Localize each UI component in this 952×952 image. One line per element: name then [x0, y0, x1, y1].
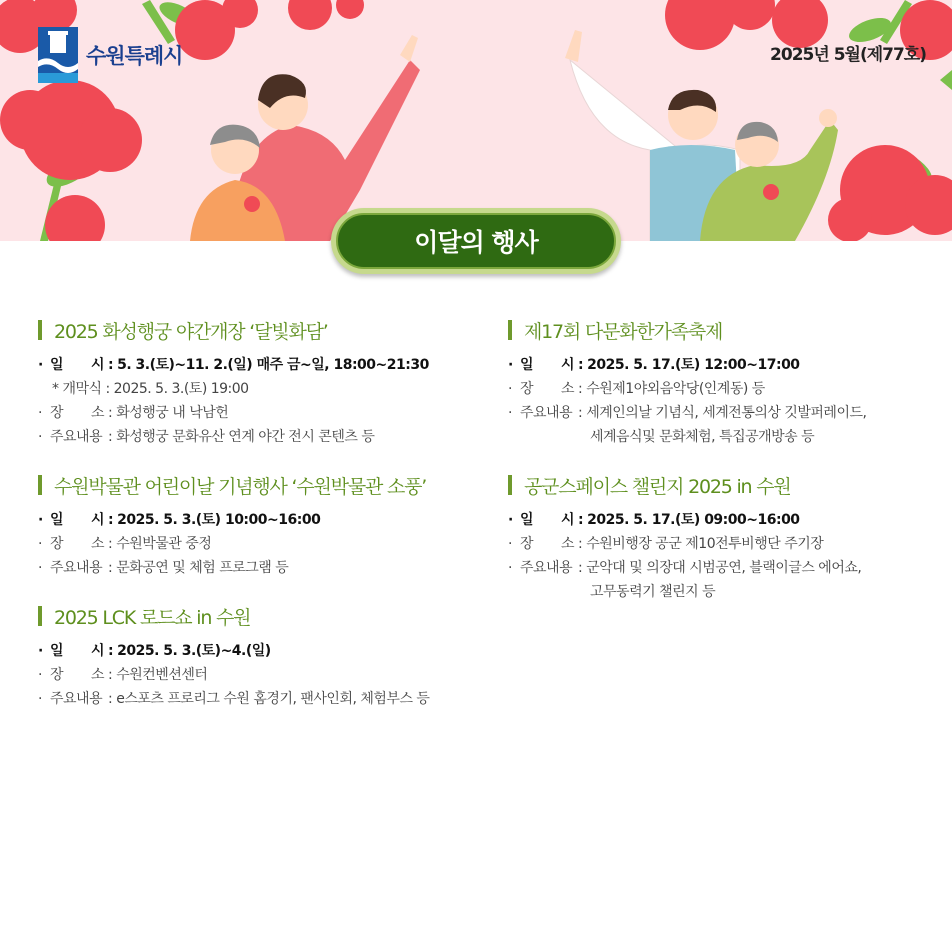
- event-title: 2025 LCK 로드쇼 in 수원: [54, 606, 251, 629]
- event-content: 화성행궁 문화유산 연계 야간 전시 콘텐츠 등: [116, 429, 375, 445]
- event-date-row: · 일 시 : 2025. 5. 17.(토) 12:00~17:00: [508, 353, 928, 377]
- heading-bar: [38, 475, 42, 495]
- event-place: 수원제1야외음악당(인계동) 등: [586, 381, 765, 397]
- event-content-continued: 세계음식및 문화체험, 특집공개방송 등: [590, 429, 815, 445]
- page-title: 이달의 행사: [414, 228, 538, 257]
- heading-bar: [508, 320, 512, 340]
- event-date-row: · 일 시 : 2025. 5. 17.(토) 09:00~16:00: [508, 508, 928, 532]
- event-block: [508, 471, 928, 604]
- left-column: [38, 316, 498, 733]
- event-title: 공군스페이스 챌린지 2025 in 수원: [524, 475, 791, 498]
- event-block: [38, 471, 498, 580]
- event-place: 수원박물관 중정: [116, 536, 212, 552]
- event-place: 수원비행장 공군 제10전투비행단 주기장: [586, 536, 824, 552]
- event-content: e스포츠 프로리그 수원 홈경기, 팬사인회, 체험부스 등: [116, 691, 430, 707]
- event-block: [38, 316, 498, 449]
- event-date: 2025. 5. 3.(토) 10:00~16:00: [117, 512, 321, 528]
- event-content-row: · 주요내용 : 군악대 및 의장대 시범공연, 블랙이글스 에어쇼,: [508, 556, 928, 580]
- issue-label: 2025년 5월(제77호): [770, 45, 926, 65]
- heading-bar: [508, 475, 512, 495]
- event-title: 수원박물관 어린이날 기념행사 ‘수원박물관 소풍’: [54, 475, 427, 498]
- event-title: 2025 화성행궁 야간개장 ‘달빛화담’: [54, 320, 328, 343]
- event-date: 5. 3.(토)~11. 2.(일) 매주 금~일, 18:00~21:30: [117, 357, 429, 373]
- event-date-row: · 일 시 : 2025. 5. 3.(토) 10:00~16:00: [38, 508, 498, 532]
- heading-bar: [38, 320, 42, 340]
- event-place-row: · 장 소 : 수원비행장 공군 제10전투비행단 주기장: [508, 532, 928, 556]
- event-place-row: · 장 소 : 화성행궁 내 낙남헌: [38, 401, 498, 425]
- event-place: 수원컨벤션센터: [116, 667, 208, 683]
- event-place-row: · 장 소 : 수원제1야외음악당(인계동) 등: [508, 377, 928, 401]
- suwon-emblem-icon: [38, 27, 78, 83]
- event-content: 군악대 및 의장대 시범공연, 블랙이글스 에어쇼,: [586, 560, 862, 576]
- event-note: * 개막식 : 2025. 5. 3.(토) 19:00: [52, 381, 249, 397]
- event-title: 제17회 다문화한가족축제: [524, 320, 723, 343]
- event-place: 화성행궁 내 낙남헌: [116, 405, 229, 421]
- header-banner: [0, 0, 952, 241]
- event-place-row: · 장 소 : 수원컨벤션센터: [38, 663, 498, 687]
- event-date: 2025. 5. 3.(토)~4.(일): [117, 643, 271, 659]
- event-date-row: · 일 시 : 2025. 5. 3.(토)~4.(일): [38, 639, 498, 663]
- city-logo: [38, 27, 182, 83]
- logo-text: 수원특례시: [86, 44, 183, 68]
- event-place-row: · 장 소 : 수원박물관 중정: [38, 532, 498, 556]
- event-content-row: · 주요내용 : 문화공연 및 체험 프로그램 등: [38, 556, 498, 580]
- heading-bar: [38, 606, 42, 626]
- event-date: 2025. 5. 17.(토) 09:00~16:00: [587, 512, 800, 528]
- event-date-row: · 일 시 : 5. 3.(토)~11. 2.(일) 매주 금~일, 18:00~21:30: [38, 353, 498, 377]
- event-date: 2025. 5. 17.(토) 12:00~17:00: [587, 357, 800, 373]
- event-block: [38, 602, 498, 711]
- event-content: 세계인의날 기념식, 세계전통의상 깃발퍼레이드,: [586, 405, 867, 421]
- title-pill: [331, 208, 621, 274]
- event-content-continued: 고무동력기 챌린지 등: [590, 584, 716, 600]
- event-block: [508, 316, 928, 449]
- right-column: [508, 316, 928, 626]
- event-content-row: · 주요내용 : 세계인의날 기념식, 세계전통의상 깃발퍼레이드,: [508, 401, 928, 425]
- event-content-row: · 주요내용 : e스포츠 프로리그 수원 홈경기, 팬사인회, 체험부스 등: [38, 687, 498, 711]
- event-content: 문화공연 및 체험 프로그램 등: [116, 560, 289, 576]
- event-content-row: · 주요내용 : 화성행궁 문화유산 연계 야간 전시 콘텐츠 등: [38, 425, 498, 449]
